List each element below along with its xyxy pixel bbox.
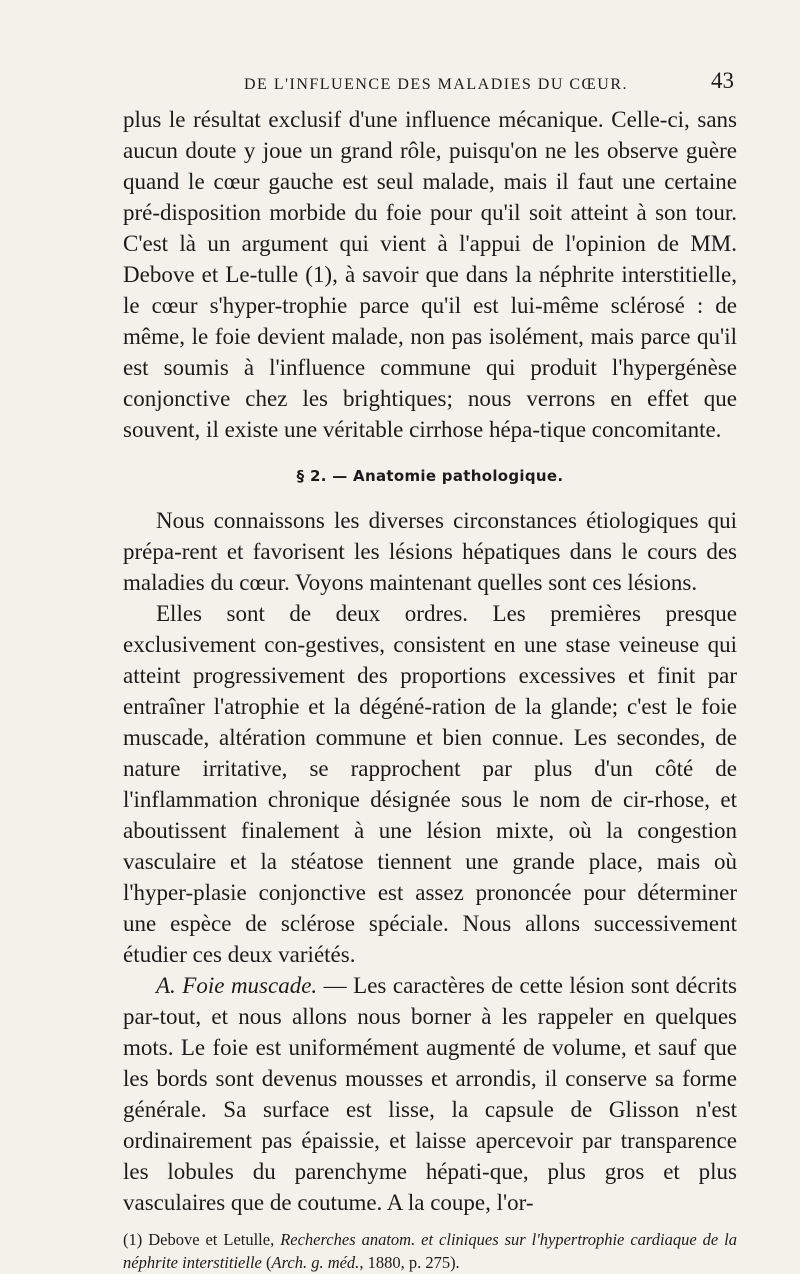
footnote-ref-close: , 1880, p. 275). xyxy=(359,1253,460,1272)
paragraph-3: Elles sont de deux ordres. Les premières presque exclusivement con-gestives, consistent en une stase veineuse qui atteint progressivement des proportions excessives et finit par entraîner l'atrophie et la dégéné-ration de la glande; c'est le foie muscade, altération commune et bien connue. Les secondes, de nature irritative, se rapprochent par plus d'un côté de l'inflammation chronique désignée sous le nom de cir-rhose, et aboutissent finalement à une lésion mixte, où la congestion vasculaire et la stéatose tiennent une grande place, mais où l'hyper-plasie conjonctive est assez prononcée pour déterminer une espèce de sclérose spéciale. Nous allons successivement étudier ces deux variétés. xyxy=(123,601,737,967)
footnote-lead: (1) Debove et Letulle, xyxy=(123,1230,281,1249)
paragraph-2: Nous connaissons les diverses circonstances étiologiques qui prépa-rent et favorisent les lésions hépatiques dans le cours des maladies du cœur. Voyons maintenant quelles sont ces lésions. xyxy=(123,508,737,595)
page-body xyxy=(123,104,737,1274)
running-title: DE L'INFLUENCE DES MALADIES DU CŒUR. xyxy=(244,76,628,93)
footnote xyxy=(123,1228,737,1274)
paragraph-4 xyxy=(123,970,737,1218)
paragraph-1: plus le résultat exclusif d'une influence mécanique. Celle-ci, sans aucun doute y joue un grand rôle, puisqu'on ne les observe guère quand le cœur gauche est seul malade, mais il faut une certaine pré-disposition morbide du foie pour qu'il soit atteint à son tour. C'est là un argument qui vient à l'appui de l'opinion de MM. Debove et Le-tulle (1), à savoir que dans la néphrite interstitielle, le cœur s'hyper-trophie parce qu'il est lui-même sclérosé : de même, le foie devient malade, non pas isolément, mais parce qu'il est soumis à l'influence commune qui produit l'hypergénèse conjonctive chez les brightiques; nous verrons en effet que souvent, il existe une véritable cirrhose hépa-tique concomitante. xyxy=(123,107,737,442)
footnote-title: Recherches anatom. et cliniques sur l'hypertrophie cardiaque de la néphrite interstitielle xyxy=(123,1230,737,1272)
page-number: 43 xyxy=(711,68,734,93)
footnote-ref-open: ( xyxy=(261,1253,272,1272)
footnote-journal: Arch. g. méd. xyxy=(271,1253,360,1272)
subsection-label: A. Foie muscade. xyxy=(156,973,318,998)
page-header xyxy=(244,68,734,98)
paragraph-4-text: — Les caractères de cette lésion sont décrits par-tout, et nous allons nous borner à les rappeler en quelques mots. Le foie est uniformément augmenté de volume, et sauf que les bords sont devenus mousses et arrondis, il conserve sa forme générale. Sa surface est lisse, la capsule de Glisson n'est ordinairement pas épaissie, et laisse apercevoir par transparence les lobules du parenchyme hépati-que, plus gros et plus vasculaires que de coutume. A la coupe, l'or- xyxy=(123,973,737,1215)
section-heading: § 2. — Anatomie pathologique. xyxy=(296,467,564,485)
